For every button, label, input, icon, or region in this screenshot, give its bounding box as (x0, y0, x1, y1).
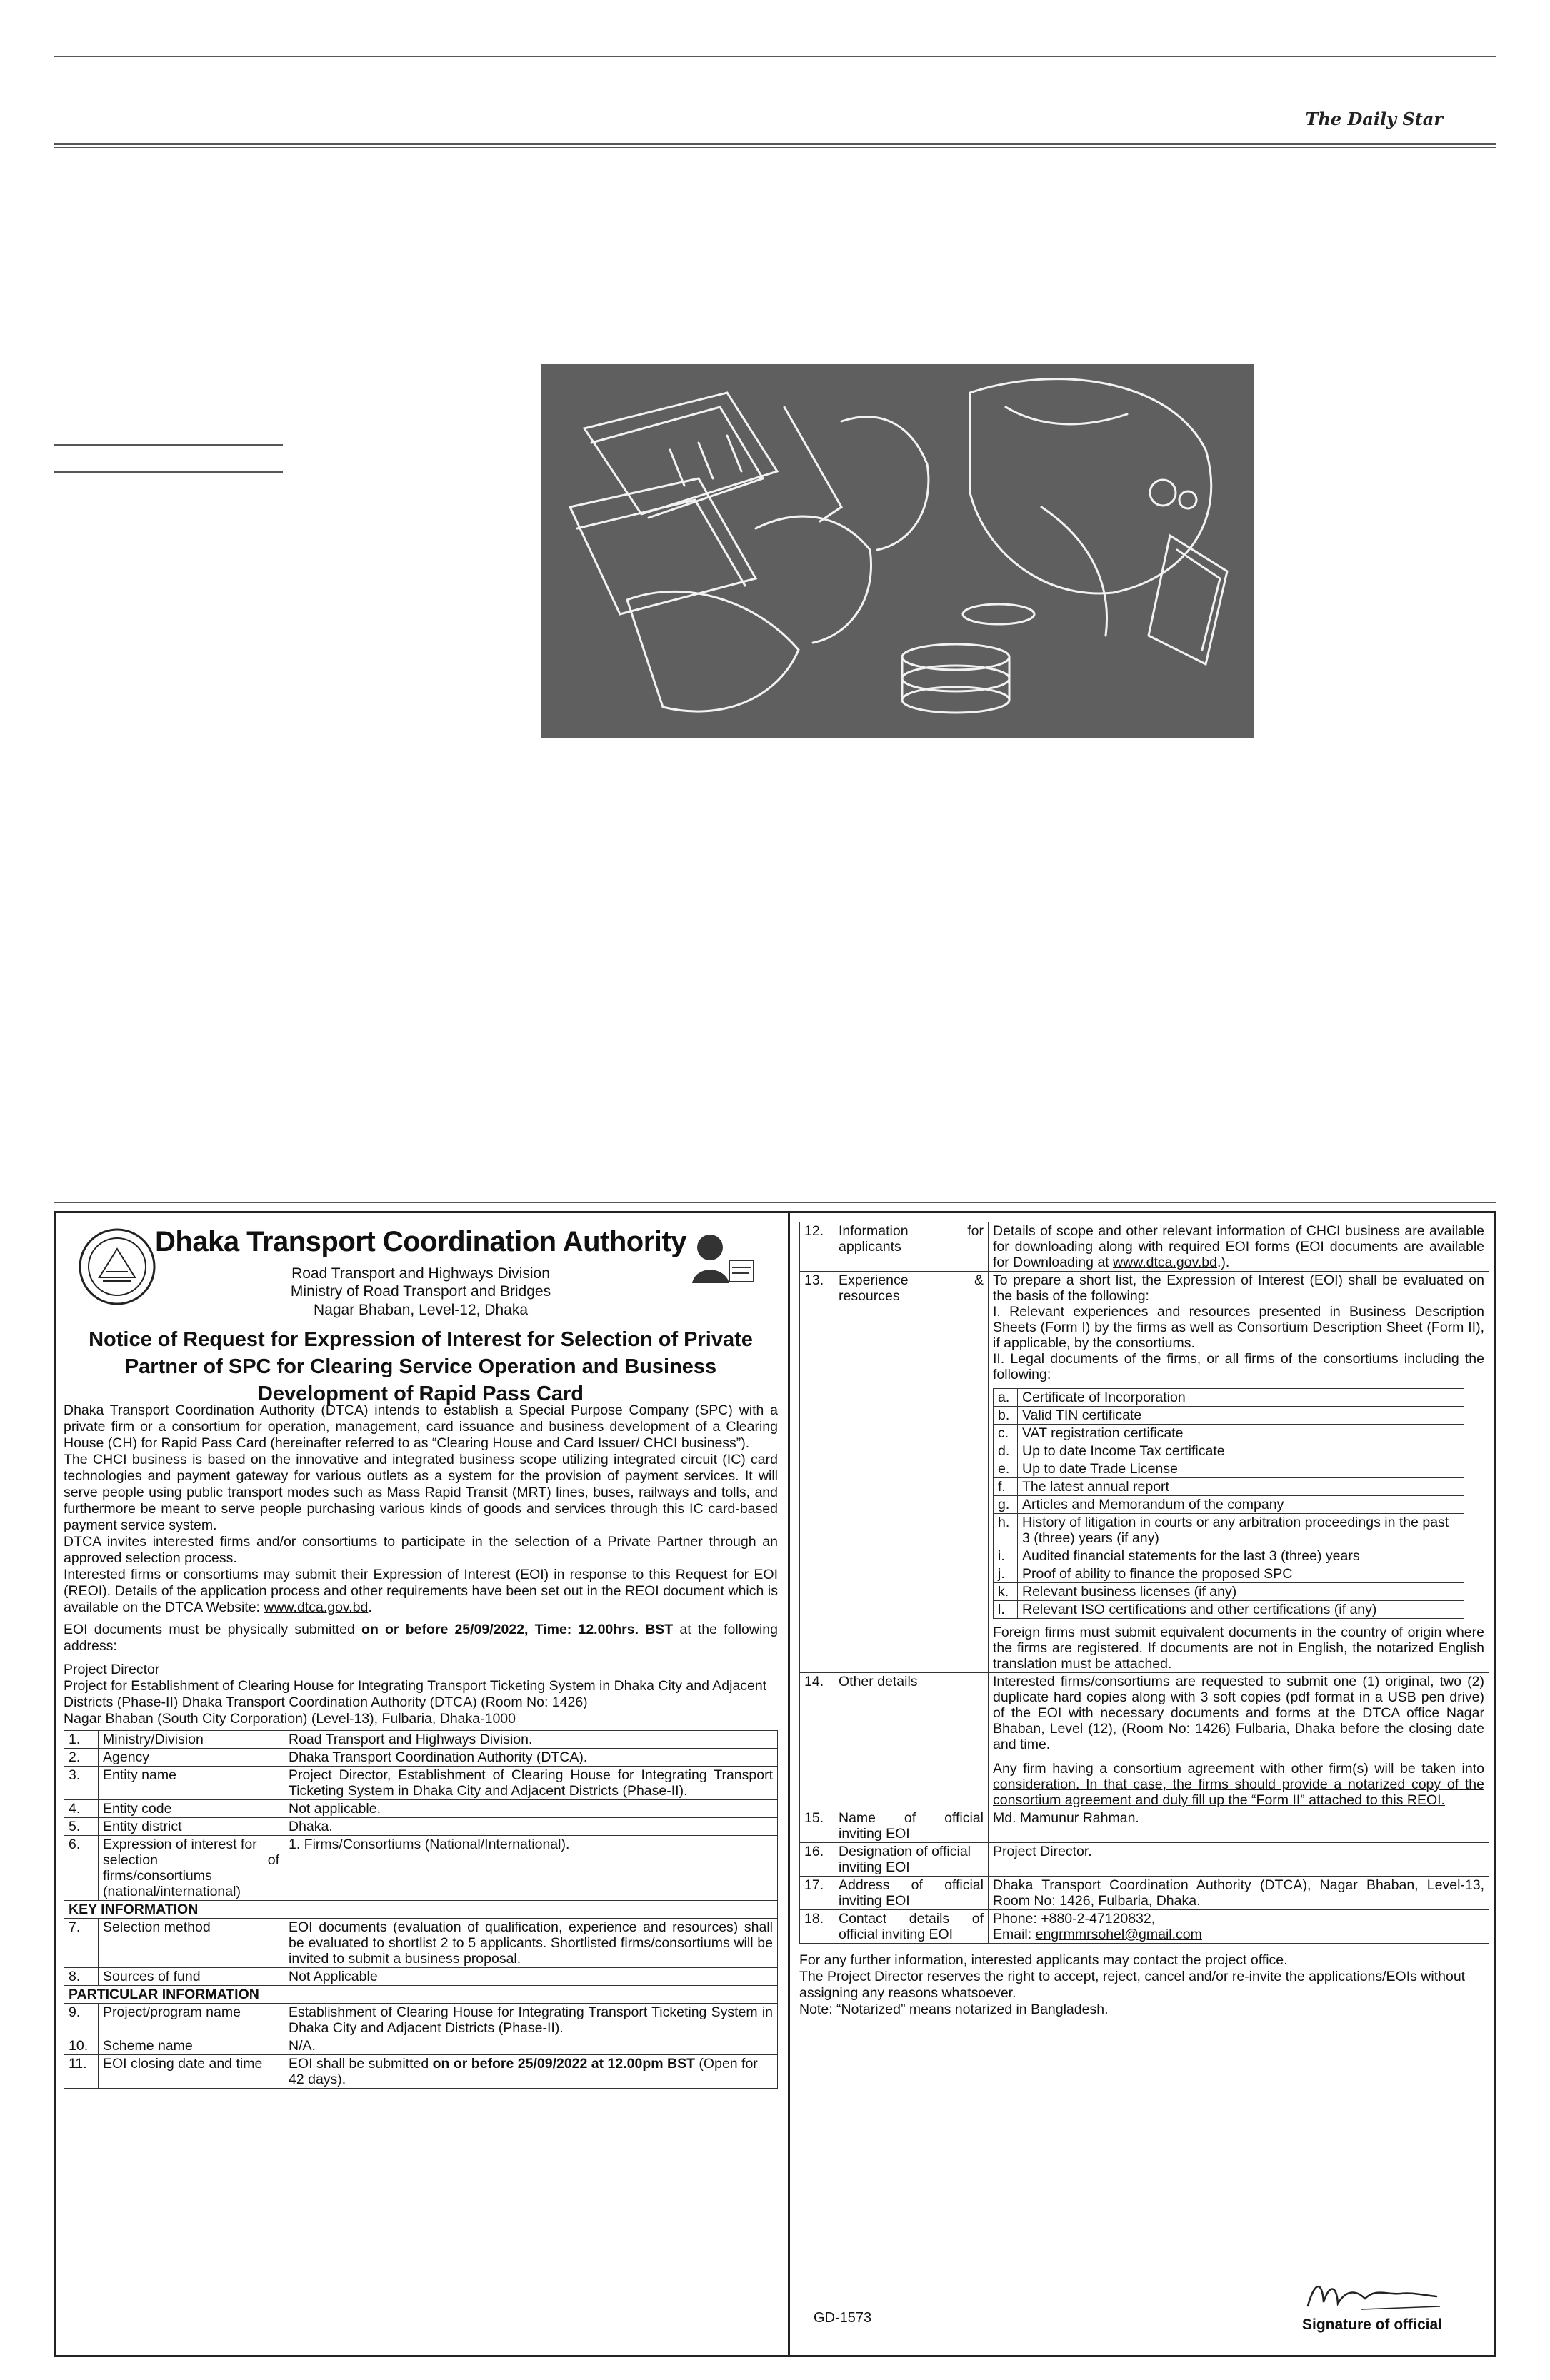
row-label: Entity district (99, 1818, 284, 1836)
row-value: Dhaka Transport Coordination Authority (DTCA), Nagar Bhaban, Level-13, Room No: 1426, Fulbaria, Dhaka. (989, 1877, 1489, 1910)
row-number: 9. (64, 2004, 99, 2037)
label-line: resources (839, 1288, 900, 1304)
table-row (800, 1272, 1489, 1673)
row-number: 12. (800, 1222, 834, 1272)
label-word: selection (103, 1852, 158, 1868)
label-line: inviting EOI (839, 1893, 910, 1909)
row-value: Establishment of Clearing House for Integrating Transport Ticketing System in Dhaka City and Adjacent Districts (Phase-II). (284, 2004, 778, 2037)
address-line-3: Nagar Bhaban (South City Corporation) (Level-13), Fulbaria, Dhaka-1000 (64, 1711, 516, 1727)
row-number: 11. (64, 2055, 99, 2089)
handwritten-signature-icon (1294, 2274, 1451, 2316)
label-line (839, 1272, 984, 1288)
table-row (800, 1222, 1489, 1272)
row-number: 5. (64, 1818, 99, 1836)
key-information-heading: KEY INFORMATION (64, 1901, 778, 1919)
row-label: Entity name (99, 1767, 284, 1800)
item-key: l. (994, 1601, 1018, 1619)
item-text: Relevant ISO certifications and other certifications (if any) (1018, 1601, 1464, 1619)
notice-title: Notice of Request for Expression of Interest for Selection of Private Partner of SPC for Clearing Service Operation and Business Development of Rapid Pass Card (89, 1328, 753, 1405)
list-item (994, 1514, 1464, 1547)
short-rule-2 (54, 471, 283, 473)
info-text-end: .). (1217, 1255, 1230, 1270)
newspaper-logo: The Daily Star (1305, 109, 1443, 129)
label-word: of (971, 1911, 984, 1927)
row-number: 18. (800, 1910, 834, 1944)
footer-line-1: For any further information, interested applicants may contact the project office. (799, 1952, 1288, 1968)
signature-label: Signature of official (1301, 2316, 1442, 2333)
legal-documents-list (993, 1388, 1464, 1619)
row-number: 2. (64, 1749, 99, 1767)
notice-header (64, 1220, 778, 1405)
label-word: Experience (839, 1272, 909, 1288)
row-label: Entity code (99, 1800, 284, 1818)
item-text: Up to date Income Tax certificate (1018, 1442, 1464, 1460)
label-word: details (909, 1911, 950, 1927)
table-row (64, 1836, 778, 1901)
table-row (64, 1731, 778, 1749)
table-row (64, 1968, 778, 1986)
column-divider (788, 1213, 790, 2355)
row-value: Not applicable. (284, 1800, 778, 1818)
label-line: (national/international) (103, 1884, 241, 1899)
list-item (994, 1547, 1464, 1565)
row-number: 6. (64, 1836, 99, 1901)
label-line: firms/consortiums (103, 1868, 212, 1884)
contact-email-link[interactable]: engrmmrsohel@gmail.com (1035, 1927, 1202, 1942)
row-value: Md. Mamunur Rahman. (989, 1809, 1489, 1843)
address-line-2: Project for Establishment of Clearing House for Integrating Transport Ticketing System in Dhaka City and Adjacent Districts (Phase-II) Dhaka Transport Coordination Authority (DTCA) (Room No: 1426) (64, 1678, 767, 1710)
label-word: of (267, 1852, 279, 1868)
table-row (800, 1877, 1489, 1910)
ad-top-rule (54, 1202, 1496, 1203)
money-illustration (541, 364, 1254, 738)
item-text: Valid TIN certificate (1018, 1407, 1464, 1425)
contact-phone: Phone: +880-2-47120832, (993, 1911, 1156, 1927)
item-text: The latest annual report (1018, 1478, 1464, 1496)
row-number: 10. (64, 2037, 99, 2055)
notice-right-column (799, 1222, 1489, 2018)
intro-paragraph-1: Dhaka Transport Coordination Authority (DTCA) intends to establish a Special Purpose Company (SPC) with a private firm or a consortium for operation, management, card issuance and business development of a Clearing House (CH) for Rapid Pass Card (hereinafter referred to as “Clearing House and Card Issuer/ CHCI business”). (64, 1402, 778, 1451)
eoi-notice (54, 1211, 1496, 2357)
row-value (989, 1910, 1489, 1944)
intro-p5-post: at the following address: (64, 1622, 778, 1654)
item-key: e. (994, 1460, 1018, 1478)
top-rule (54, 56, 1496, 57)
list-item (994, 1478, 1464, 1496)
item-text: Certificate of Incorporation (1018, 1389, 1464, 1407)
list-item (994, 1442, 1464, 1460)
particular-information-heading: PARTICULAR INFORMATION (64, 1986, 778, 2004)
list-item (994, 1601, 1464, 1619)
label-word: official (944, 1810, 984, 1826)
list-item (994, 1425, 1464, 1442)
item-key: i. (994, 1547, 1018, 1565)
footer-line-3: Note: “Notarized” means notarized in Bangladesh. (799, 2002, 1109, 2017)
short-rule-1 (54, 444, 283, 446)
row-label: Agency (99, 1749, 284, 1767)
submission-details: Interested firms/consortiums are requested to submit one (1) original, two (2) duplicate hard copies along with 3 soft copies (pdf format in a USB pen drive) of the EOI with necessary documents and forms at the DTCA office Nagar Bhaban, Level (12), (Room No: 1426) Fulbaria, Dhaka before the closing date and time. (993, 1674, 1484, 1752)
row-value: Project Director, Establishment of Clearing House for Integrating Transport Ticketing System in Dhaka City and Adjacent Districts (Phase-II). (284, 1767, 778, 1800)
label-line (839, 1877, 984, 1893)
row-label (834, 1222, 989, 1272)
table-row (800, 1673, 1489, 1809)
table-row (800, 1843, 1489, 1877)
label-word: Address (839, 1877, 890, 1893)
item-text: VAT registration certificate (1018, 1425, 1464, 1442)
info-text: Details of scope and other relevant information of CHCI business are available for downloading along with required EOI forms (EOI documents are available for Downloading at (993, 1223, 1484, 1270)
section-header-row (64, 1901, 778, 1919)
row-number: 4. (64, 1800, 99, 1818)
table-row (64, 1800, 778, 1818)
row-label (834, 1272, 989, 1673)
label-word: of (911, 1877, 923, 1893)
intro-paragraph-2: The CHCI business is based on the innovative and integrated business scope utilizing integrated circuit (IC) card technologies and payment gateway for various outlets as a system for the provision of payment services. It will serve people using public transport modes such as Mass Rapid Transit (MRT) lines, buses, railways and tolls, and furthermore be meant to serve people purchasing various kinds of goods and services through this IC card-based payment service system. (64, 1452, 778, 1533)
intro-p4-end: . (368, 1600, 372, 1615)
item-key: d. (994, 1442, 1018, 1460)
row-label: Designation of official inviting EOI (834, 1843, 989, 1877)
item-text: Proof of ability to finance the proposed SPC (1018, 1565, 1464, 1583)
row-number: 7. (64, 1919, 99, 1968)
label-line: official inviting EOI (839, 1927, 954, 1942)
row-number: 8. (64, 1968, 99, 1986)
authority-address: Nagar Bhaban, Level-12, Dhaka (313, 1302, 529, 1318)
intro-paragraph-5 (64, 1622, 778, 1655)
section-header-row (64, 1986, 778, 2004)
row-label: Sources of fund (99, 1968, 284, 1986)
label-word: Contact (839, 1911, 887, 1927)
table-row (64, 2037, 778, 2055)
intro-p5-pre: EOI documents must be physically submitted (64, 1622, 362, 1637)
row-value: EOI documents (evaluation of qualification, experience and resources) shall be evaluated to shortlist 2 to 5 applicants. Shortlisted firms/consortiums will be invited to submit a business proposal. (284, 1919, 778, 1968)
consortium-note: Any firm having a consortium agreement with other firm(s) will be taken into consideration. In that case, the firms should provide a notarized copy of the consortium agreement and duly fill up the “Form II” attached to this REOI. (993, 1761, 1484, 1808)
label-word: Name (839, 1810, 876, 1826)
row-number: 14. (800, 1673, 834, 1809)
table-row (800, 1809, 1489, 1843)
item-text: Relevant business licenses (if any) (1018, 1583, 1464, 1601)
item-key: g. (994, 1496, 1018, 1514)
table-row (64, 2004, 778, 2037)
table-row (64, 1749, 778, 1767)
info-table-right (799, 1222, 1489, 1944)
intro-paragraph-4 (64, 1567, 778, 1616)
row-label: Selection method (99, 1919, 284, 1968)
row-label (834, 1877, 989, 1910)
list-item (994, 1460, 1464, 1478)
masthead-rule-thin (54, 147, 1496, 148)
row-value: Project Director. (989, 1843, 1489, 1877)
row-label: Scheme name (99, 2037, 284, 2055)
row-label: Other details (834, 1673, 989, 1809)
table-row (800, 1910, 1489, 1944)
row-label: Project/program name (99, 2004, 284, 2037)
row-number: 13. (800, 1272, 834, 1673)
label-line: inviting EOI (839, 1826, 910, 1842)
row-value (989, 1272, 1489, 1673)
row-label: EOI closing date and time (99, 2055, 284, 2089)
row-number: 16. (800, 1843, 834, 1877)
foreign-firms-note: Foreign firms must submit equivalent documents in the country of origin where the firms are registered. If documents are not in English, the notarized English translation must be attached. (993, 1625, 1484, 1672)
row-label (834, 1809, 989, 1843)
item-key: b. (994, 1407, 1018, 1425)
item-text: Articles and Memorandum of the company (1018, 1496, 1464, 1514)
label-word: & (974, 1272, 984, 1288)
table-row (64, 1767, 778, 1800)
closing-text-pre: EOI shall be submitted (289, 2056, 433, 2072)
masthead-rule (54, 143, 1496, 145)
dtca-website-link[interactable]: www.dtca.gov.bd (264, 1600, 369, 1615)
footer-text (799, 1952, 1489, 2018)
evaluation-point-1: I. Relevant experiences and resources presented in Business Description Sheets (Form I) by the firms as well as Consortium Description Sheet (Form II), if applicable, by the consortiums. (993, 1304, 1484, 1351)
evaluation-intro: To prepare a short list, the Expression of Interest (EOI) shall be evaluated on the basis of the following: (993, 1272, 1484, 1304)
row-label (834, 1910, 989, 1944)
contact-email-line (993, 1927, 1484, 1942)
item-key: f. (994, 1478, 1018, 1496)
label-line: applicants (839, 1239, 901, 1255)
row-label (99, 1836, 284, 1901)
item-key: a. (994, 1389, 1018, 1407)
row-label: Ministry/Division (99, 1731, 284, 1749)
info-table-left (64, 1730, 778, 2089)
row-number: 1. (64, 1731, 99, 1749)
row-value (989, 1673, 1489, 1809)
row-value: N/A. (284, 2037, 778, 2055)
label-word: for (967, 1223, 984, 1239)
item-text: Up to date Trade License (1018, 1460, 1464, 1478)
row-value (989, 1222, 1489, 1272)
table-row (64, 1818, 778, 1836)
email-prefix: Email: (993, 1927, 1036, 1942)
label-word: Information (839, 1223, 909, 1239)
item-key: h. (994, 1514, 1018, 1547)
row-number: 15. (800, 1809, 834, 1843)
money-sketch-drawing (541, 364, 1254, 738)
row-value (284, 2055, 778, 2089)
label-line: Expression of interest for (103, 1837, 257, 1852)
address-line-1: Project Director (64, 1662, 160, 1677)
item-key: c. (994, 1425, 1018, 1442)
table-row (64, 2055, 778, 2089)
list-item (994, 1389, 1464, 1407)
label-word: official (944, 1877, 984, 1893)
division-name: Road Transport and Highways Division (291, 1265, 550, 1282)
footer-line-2: The Project Director reserves the right to accept, reject, cancel and/or re-invite the applications/EOIs without assigning any reasons whatsoever. (799, 1969, 1466, 2001)
evaluation-point-2: II. Legal documents of the firms, or all firms of the consortiums including the following: (993, 1351, 1484, 1382)
row-number: 3. (64, 1767, 99, 1800)
intro-paragraph-3: DTCA invites interested firms and/or consortiums to participate in the selection of a Private Partner through an approved selection process. (64, 1534, 778, 1566)
notice-left-column (64, 1220, 778, 2089)
row-value: 1. Firms/Consortiums (National/International). (284, 1836, 778, 1901)
label-word: of (904, 1810, 916, 1826)
signature-block (1294, 2274, 1451, 2334)
submission-address (64, 1662, 778, 1727)
closing-text-post: (Open for 42 days). (289, 2056, 758, 2087)
intro-p4-text: Interested firms or consortiums may submit their Expression of Interest (EOI) in response to this Request for EOI (REOI). Details of the application process and other requirements have been set out in the REOI document which is available on the DTCA Website: (64, 1567, 778, 1615)
label-line (103, 1852, 279, 1868)
item-text: Audited financial statements for the last 3 (three) years (1018, 1547, 1464, 1565)
row-value: Road Transport and Highways Division. (284, 1731, 778, 1749)
label-line (839, 1911, 984, 1927)
intro-text (64, 1402, 778, 1655)
label-line (839, 1810, 984, 1826)
row-value: Not Applicable (284, 1968, 778, 1986)
label-line (839, 1223, 984, 1239)
list-item (994, 1496, 1464, 1514)
ministry-name: Ministry of Road Transport and Bridges (290, 1283, 551, 1300)
closing-deadline: on or before 25/09/2022 at 12.00pm BST (432, 2056, 696, 2072)
table-row (64, 1919, 778, 1968)
row-value: Dhaka Transport Coordination Authority (DTCA). (284, 1749, 778, 1767)
item-key: j. (994, 1565, 1018, 1583)
submission-deadline: on or before 25/09/2022, Time: 12.00hrs. BST (361, 1622, 674, 1637)
dtca-download-link[interactable]: www.dtca.gov.bd (1113, 1255, 1217, 1270)
item-text: History of litigation in courts or any arbitration proceedings in the past 3 (three) years (if any) (1018, 1514, 1464, 1547)
list-item (994, 1407, 1464, 1425)
authority-name: Dhaka Transport Coordination Authority (155, 1226, 686, 1257)
list-item (994, 1565, 1464, 1583)
item-key: k. (994, 1583, 1018, 1601)
list-item (994, 1583, 1464, 1601)
row-value: Dhaka. (284, 1818, 778, 1836)
gd-number: GD-1573 (814, 2310, 872, 2326)
row-number: 17. (800, 1877, 834, 1910)
